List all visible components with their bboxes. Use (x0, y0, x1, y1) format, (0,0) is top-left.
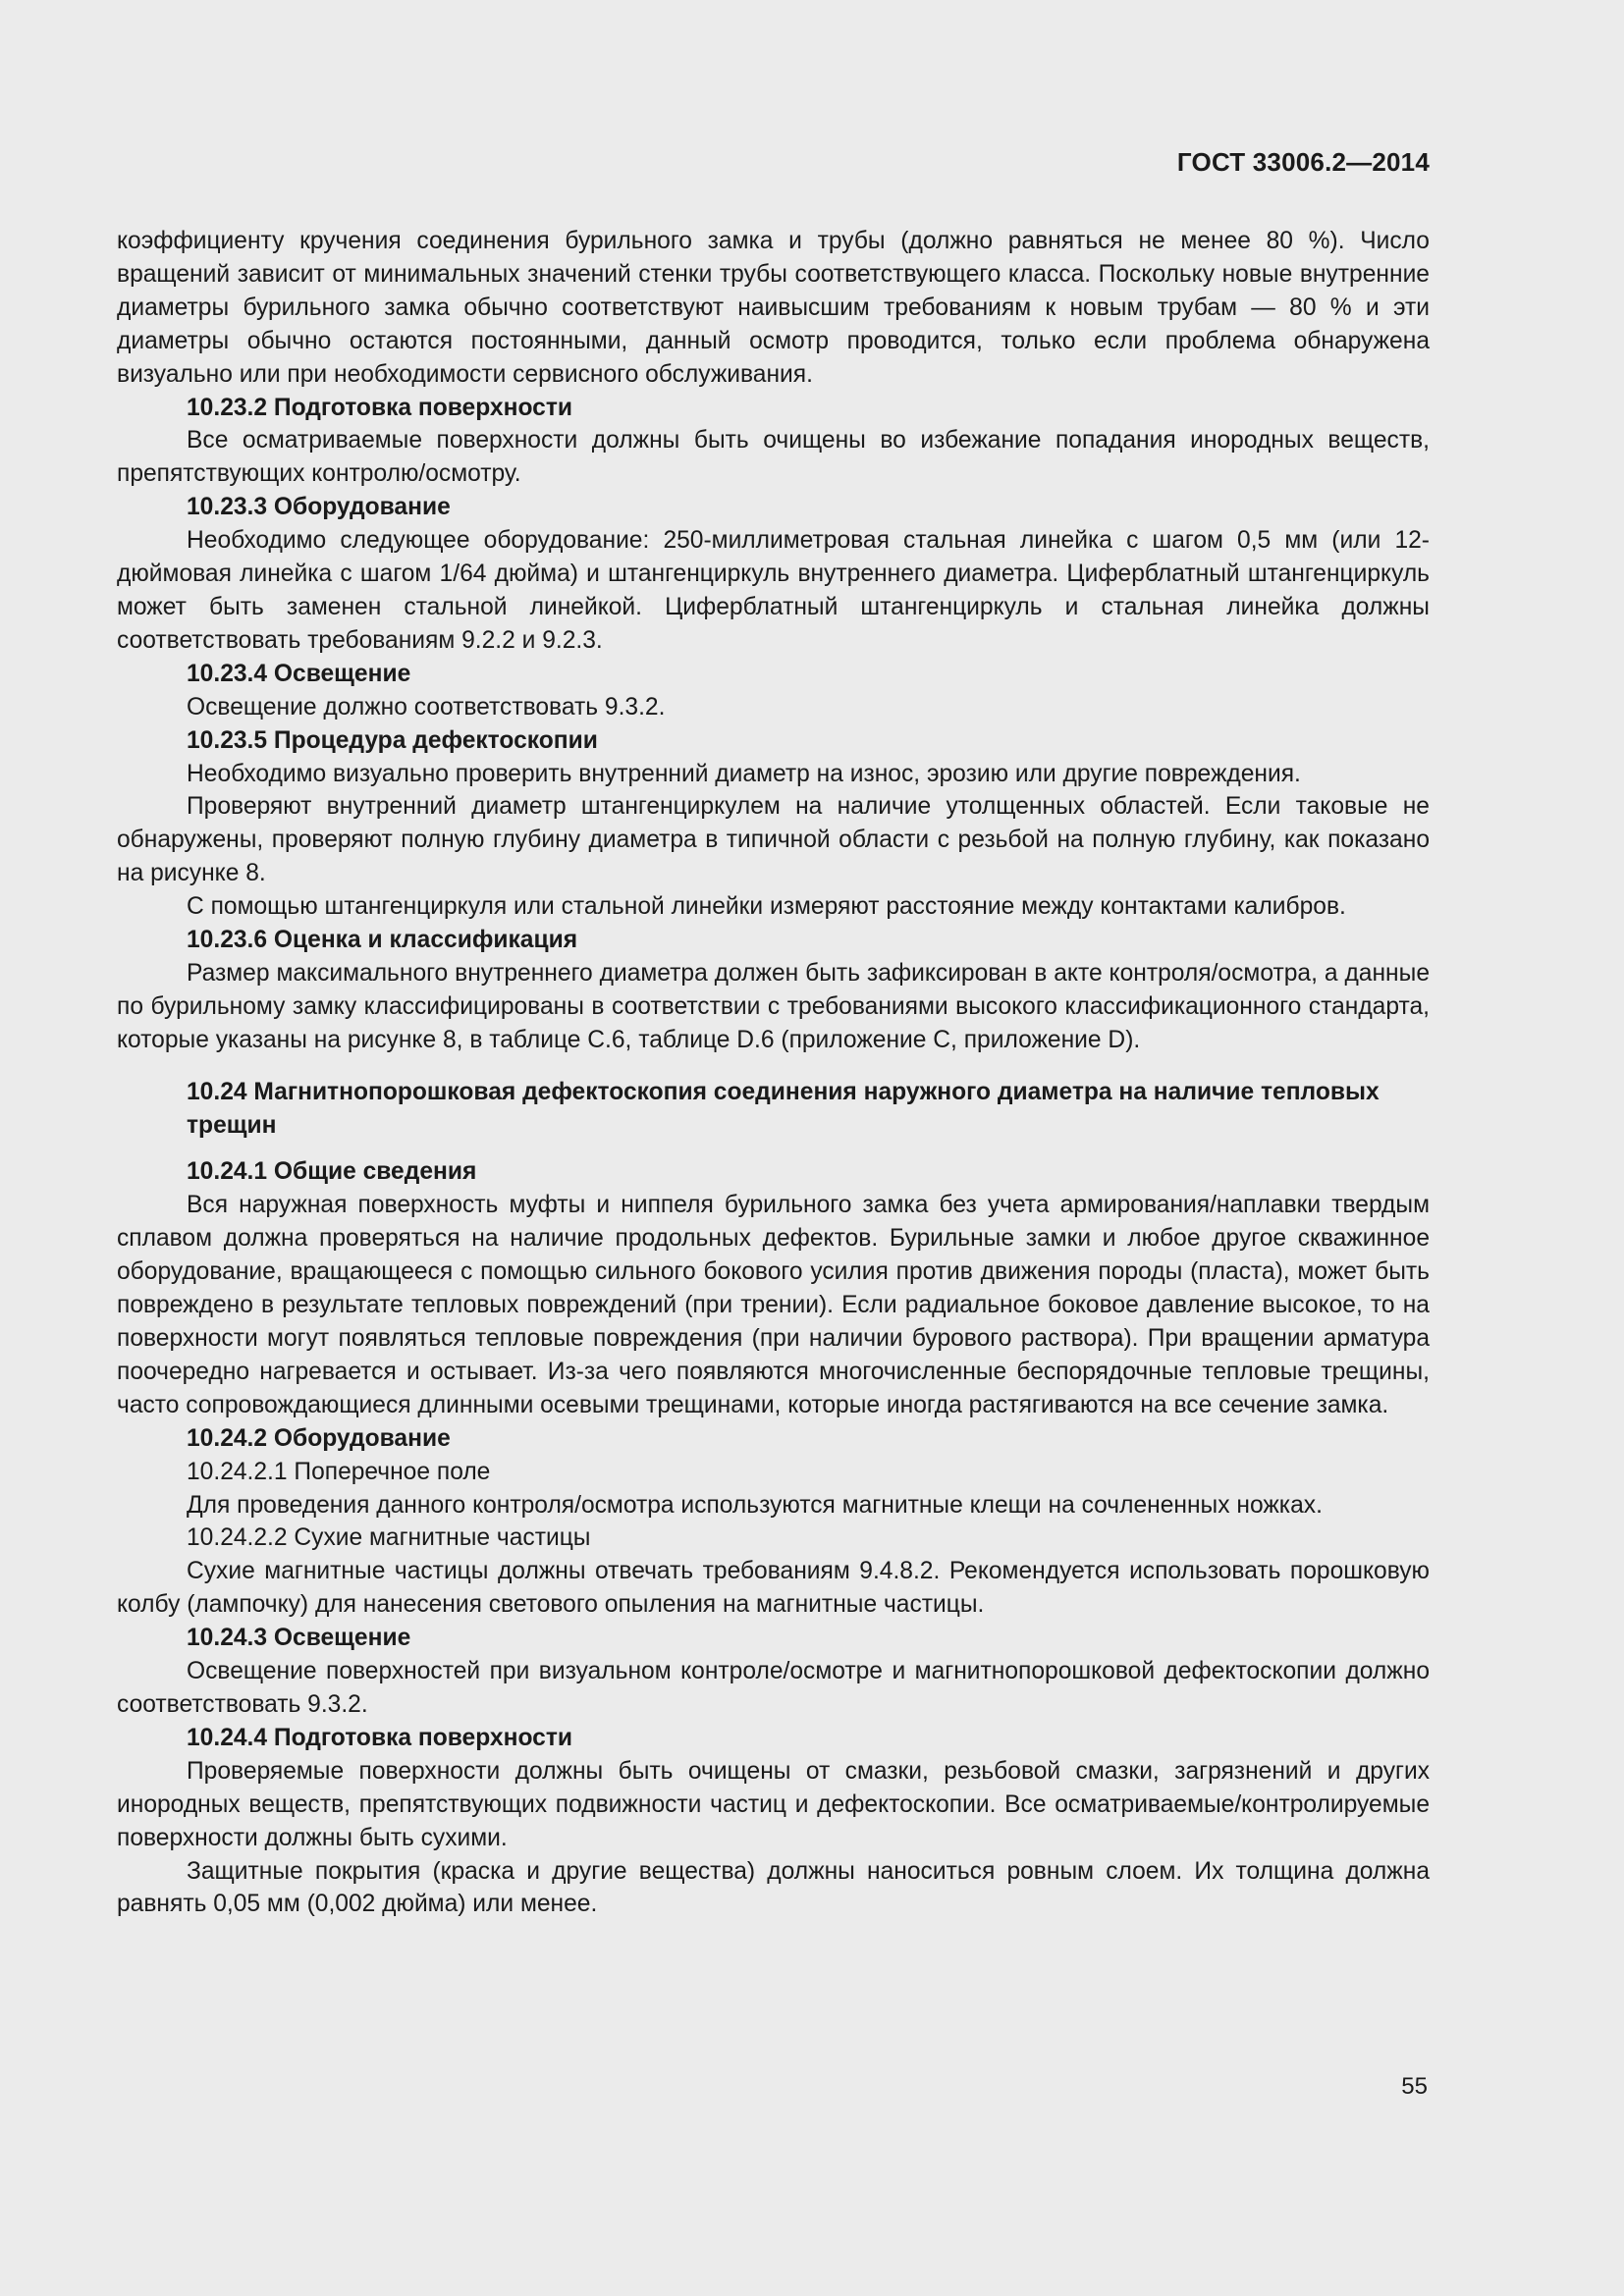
section-heading-10-23-6: 10.23.6 Оценка и классификация (187, 927, 578, 954)
section-heading-10-23-2: 10.23.2 Подготовка поверхности (187, 394, 573, 421)
paragraph: коэффициенту кручения соединения бурильного замка и трубы (должно равняться не менее 80 %). Число вращений зависит от минимальных значений стенки трубы соответствующего класса. Поскольку новые внутренние диаметры бурильного замка обычно соответствуют наивысшим требованиям к новым трубам — 80 % и эти диаметры обычно остаются постоянными, данный осмотр проводится, только если проблема обнаружена визуально или при необходимости сервисного обслуживания. (117, 228, 1430, 388)
paragraph: Проверяют внутренний диаметр штангенциркулем на наличие утолщенных областей. Если таковые не обнаружены, проверяют полную глубину диаметра в типичной области с резьбой на полную глубину, как показано на рисунке 8. (117, 793, 1430, 887)
section-heading-10-24: 10.24 Магнитнопорошковая дефектоскопия соединения наружного диаметра на наличие тепловых трещин (187, 1078, 1380, 1139)
section-heading-10-24-2: 10.24.2 Оборудование (187, 1424, 451, 1452)
document-code-header: ГОСТ 33006.2—2014 (1176, 147, 1430, 177)
paragraph: Для проведения данного контроля/осмотра используются магнитные клещи на сочлененных ножках. (187, 1491, 1323, 1519)
section-heading-10-24-4: 10.24.4 Подготовка поверхности (187, 1724, 573, 1751)
section-heading-10-24-3: 10.24.3 Освещение (187, 1625, 411, 1652)
paragraph: Сухие магнитные частицы должны отвечать требованиям 9.4.8.2. Рекомендуется использовать порошковую колбу (лампочку) для нанесения светового опыления на магнитные частицы. (117, 1558, 1430, 1619)
paragraph: Необходимо следующее оборудование: 250-миллиметровая стальная линейка с шагом 0,5 мм (или 12-дюймовая линейка с шагом 1/64 дюйма) и штангенциркуль внутреннего диаметра. Циферблатный штангенциркуль может быть заменен стальной линейкой. Циферблатный штангенциркуль и стальная линейка должны соответствовать требованиям 9.2.2 и 9.2.3. (117, 527, 1430, 654)
paragraph: Проверяемые поверхности должны быть очищены от смазки, резьбовой смазки, загрязнений и других инородных веществ, препятствующих подвижности частиц и дефектоскопии. Все осматриваемые/контролируемые поверхности должны быть сухими. (117, 1757, 1430, 1851)
paragraph: С помощью штангенциркуля или стальной линейки измеряют расстояние между контактами калибров. (187, 893, 1346, 921)
document-body (117, 225, 1430, 1921)
subsection-heading-10-24-2-2: 10.24.2.2 Сухие магнитные частицы (187, 1524, 591, 1552)
paragraph: Все осматриваемые поверхности должны быть очищены во избежание попадания инородных веществ, препятствующих контролю/осмотру. (117, 427, 1430, 488)
paragraph: Необходимо визуально проверить внутренний диаметр на износ, эрозию или другие повреждения. (187, 760, 1301, 787)
section-heading-10-23-4: 10.23.4 Освещение (187, 660, 411, 687)
section-heading-10-23-3: 10.23.3 Оборудование (187, 494, 451, 521)
section-heading-10-24-1: 10.24.1 Общие сведения (187, 1158, 477, 1186)
subsection-heading-10-24-2-1: 10.24.2.1 Поперечное поле (187, 1458, 491, 1485)
paragraph: Вся наружная поверхность муфты и ниппеля бурильного замка без учета армирования/наплавки твердым сплавом должна проверяться на наличие продольных дефектов. Бурильные замки и любое другое скважинное оборудование, вращающееся с помощью сильного бокового усилия против движения породы (пласта), может быть повреждено в результате тепловых повреждений (при трении). Если радиальное боковое давление высокое, то на поверхности могут появляться тепловые повреждения (при наличии бурового раствора). При вращении арматура поочередно нагревается и остывает. Из-за чего появляются многочисленные беспорядочные тепловые трещины, часто сопровождающиеся длинными осевыми трещинами, которые иногда растягиваются на все сечение замка. (117, 1192, 1430, 1418)
page-number: 55 (1401, 2073, 1428, 2100)
paragraph: Освещение поверхностей при визуальном контроле/осмотре и магнитнопорошковой дефектоскопии должно соответствовать 9.3.2. (117, 1658, 1430, 1718)
paragraph: Размер максимального внутреннего диаметра должен быть зафиксирован в акте контроля/осмотра, а данные по бурильному замку классифицированы в соответствии с требованиями высокого классификационного стандарта, которые указаны на рисунке 8, в таблице С.6, таблице D.6 (приложение С, приложение D). (117, 959, 1430, 1053)
paragraph: Освещение должно соответствовать 9.3.2. (187, 693, 666, 721)
section-heading-10-23-5: 10.23.5 Процедура дефектоскопии (187, 726, 598, 754)
paragraph: Защитные покрытия (краска и другие вещества) должны наноситься ровным слоем. Их толщина должна равнять 0,05 мм (0,002 дюйма) или менее. (117, 1857, 1430, 1918)
